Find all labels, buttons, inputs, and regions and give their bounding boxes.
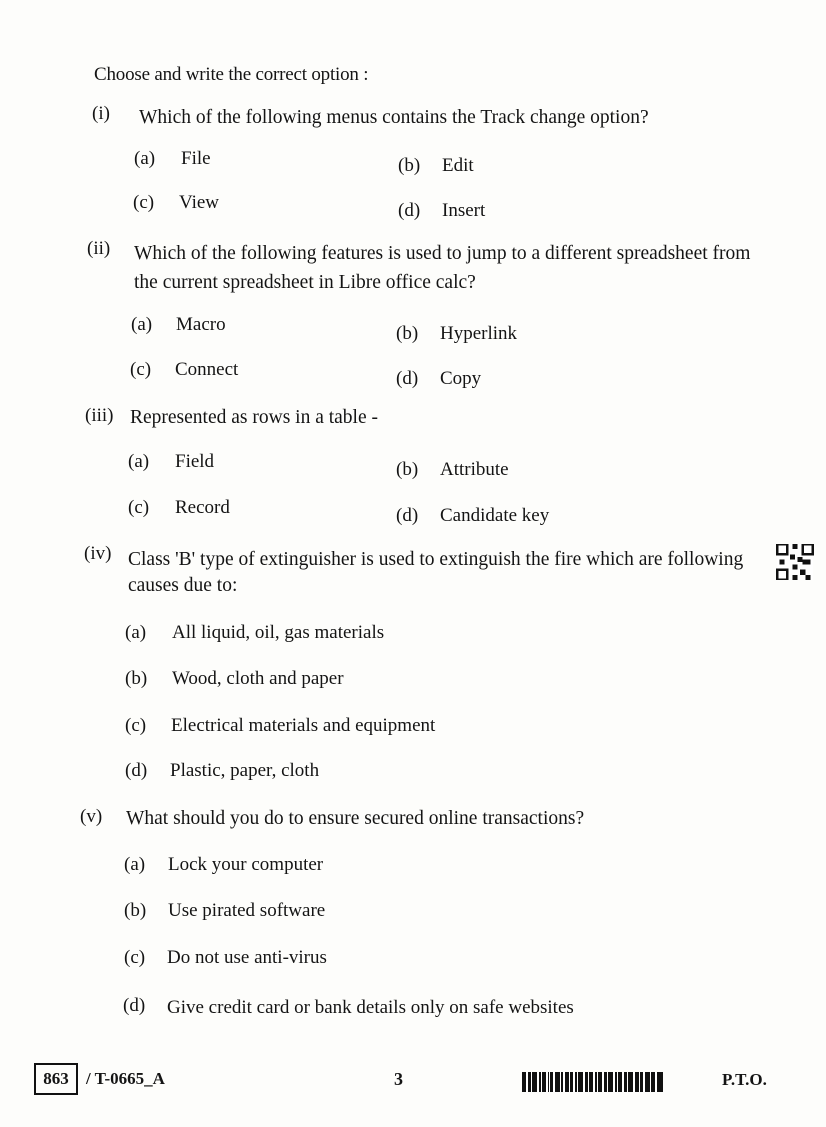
option-text: Record	[175, 497, 230, 518]
option-label: (b)	[125, 668, 148, 689]
option-text: Give credit card or bank details only on safe websites	[167, 997, 574, 1018]
pto-label: P.T.O.	[722, 1070, 767, 1089]
option-text: Hyperlink	[440, 323, 518, 344]
question-number: (i)	[92, 103, 110, 124]
page-number: 3	[394, 1069, 403, 1089]
option-text: Field	[175, 451, 215, 472]
option-text: Attribute	[440, 459, 509, 480]
question-text: Which of the following features is used to jump to a different spreadsheet from	[134, 243, 751, 264]
option-text: Do not use anti-virus	[167, 947, 327, 968]
question-number: (v)	[80, 806, 103, 827]
option-text: Use pirated software	[168, 900, 326, 921]
option-text: Plastic, paper, cloth	[170, 760, 320, 781]
subject-code-box: 863	[34, 1063, 78, 1095]
option-label: (a)	[134, 148, 156, 169]
question-text: Represented as rows in a table -	[130, 407, 378, 428]
question-number: (iv)	[84, 543, 112, 564]
option-label: (d)	[123, 995, 146, 1016]
option-text: Wood, cloth and paper	[172, 668, 344, 689]
option-text: File	[181, 148, 211, 169]
option-text: Copy	[440, 368, 482, 389]
question-text: Which of the following menus contains the Track change option?	[139, 107, 649, 128]
question-text: Class 'B' type of extinguisher is used to extinguish the fire which are following	[128, 549, 744, 570]
instruction: Choose and write the correct option :	[94, 64, 369, 85]
option-text: Connect	[175, 359, 239, 380]
question-number: (iii)	[85, 405, 114, 426]
option-label: (b)	[124, 900, 147, 921]
option-label: (a)	[131, 314, 153, 335]
option-text: Electrical materials and equipment	[171, 715, 436, 736]
option-text: Lock your computer	[168, 854, 324, 875]
option-text: Candidate key	[440, 505, 550, 526]
option-label: (c)	[128, 497, 150, 518]
option-label: (c)	[125, 715, 147, 736]
option-label: (c)	[124, 947, 146, 968]
option-label: (c)	[130, 359, 152, 380]
option-label: (d)	[398, 200, 421, 221]
option-label: (a)	[128, 451, 150, 472]
question-text: the current spreadsheet in Libre office calc?	[134, 272, 476, 293]
option-text: All liquid, oil, gas materials	[172, 622, 385, 643]
option-text: Edit	[442, 155, 474, 176]
option-text: Insert	[442, 200, 486, 221]
option-label: (a)	[125, 622, 147, 643]
option-text: View	[179, 192, 220, 213]
option-text: Macro	[176, 314, 226, 335]
option-label: (a)	[124, 854, 146, 875]
barcode-icon	[522, 1072, 702, 1092]
option-label: (d)	[396, 368, 419, 389]
option-label: (b)	[398, 155, 421, 176]
option-label: (b)	[396, 459, 419, 480]
paper-code: / T-0665_A	[86, 1069, 165, 1088]
question-text: causes due to:	[128, 575, 238, 596]
qr-code-icon	[776, 544, 814, 580]
question-text: What should you do to ensure secured online transactions?	[126, 808, 585, 829]
option-label: (c)	[133, 192, 155, 213]
option-label: (d)	[396, 505, 419, 526]
option-label: (b)	[396, 323, 419, 344]
option-label: (d)	[125, 760, 148, 781]
question-number: (ii)	[87, 238, 111, 259]
